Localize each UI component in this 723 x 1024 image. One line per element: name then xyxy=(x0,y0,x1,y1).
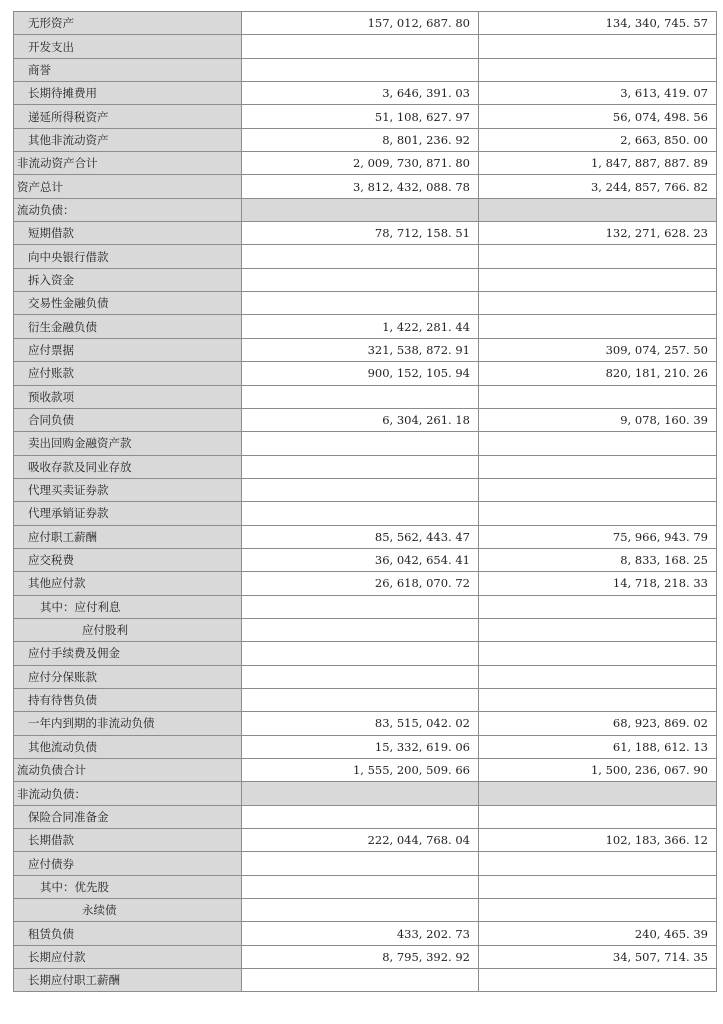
prior-period-value xyxy=(479,385,717,408)
row-label: 非流动负债： xyxy=(14,782,242,805)
table-row xyxy=(14,338,717,361)
current-period-value xyxy=(242,35,479,58)
table-row xyxy=(14,432,717,455)
current-period-value: 85, 562, 443. 47 xyxy=(242,525,479,548)
row-label: 持有待售负债 xyxy=(14,688,242,711)
prior-period-value: 3, 244, 857, 766. 82 xyxy=(479,175,717,198)
current-period-value xyxy=(242,665,479,688)
current-period-value: 26, 618, 070. 72 xyxy=(242,572,479,595)
prior-period-value xyxy=(479,852,717,875)
prior-period-value: 820, 181, 210. 26 xyxy=(479,362,717,385)
prior-period-value: 34, 507, 714. 35 xyxy=(479,945,717,968)
row-label: 短期借款 xyxy=(14,222,242,245)
current-period-value: 15, 332, 619. 06 xyxy=(242,735,479,758)
table-row xyxy=(14,12,717,35)
prior-period-value: 2, 663, 850. 00 xyxy=(479,128,717,151)
row-label: 衍生金融负债 xyxy=(14,315,242,338)
table-row xyxy=(14,759,717,782)
balance-sheet-fragment xyxy=(13,11,716,992)
prior-period-value xyxy=(479,665,717,688)
table-row xyxy=(14,712,717,735)
row-label: 长期应付款 xyxy=(14,945,242,968)
current-period-value xyxy=(242,782,479,805)
table-row xyxy=(14,875,717,898)
table-row xyxy=(14,175,717,198)
prior-period-value xyxy=(479,478,717,501)
table-row xyxy=(14,899,717,922)
row-label: 代理买卖证券款 xyxy=(14,478,242,501)
current-period-value xyxy=(242,618,479,641)
prior-period-value: 14, 718, 218. 33 xyxy=(479,572,717,595)
current-period-value xyxy=(242,292,479,315)
prior-period-value xyxy=(479,35,717,58)
table-row xyxy=(14,618,717,641)
current-period-value xyxy=(242,688,479,711)
row-label: 交易性金融负债 xyxy=(14,292,242,315)
table-row xyxy=(14,969,717,992)
current-period-value xyxy=(242,268,479,291)
row-label: 长期应付职工薪酬 xyxy=(14,969,242,992)
prior-period-value xyxy=(479,315,717,338)
prior-period-value: 309, 074, 257. 50 xyxy=(479,338,717,361)
current-period-value xyxy=(242,385,479,408)
current-period-value: 8, 801, 236. 92 xyxy=(242,128,479,151)
table-row xyxy=(14,595,717,618)
table-row xyxy=(14,665,717,688)
prior-period-value xyxy=(479,642,717,665)
row-label: 应付票据 xyxy=(14,338,242,361)
prior-period-value: 240, 465. 39 xyxy=(479,922,717,945)
table-row xyxy=(14,245,717,268)
row-label: 无形资产 xyxy=(14,12,242,35)
table-row xyxy=(14,502,717,525)
prior-period-value xyxy=(479,969,717,992)
table-row xyxy=(14,385,717,408)
row-label: 其他应付款 xyxy=(14,572,242,595)
row-label: 其中：优先股 xyxy=(14,875,242,898)
prior-period-value: 8, 833, 168. 25 xyxy=(479,548,717,571)
table-row xyxy=(14,455,717,478)
prior-period-value xyxy=(479,268,717,291)
table-row xyxy=(14,222,717,245)
current-period-value xyxy=(242,595,479,618)
row-label: 其中：应付利息 xyxy=(14,595,242,618)
row-label: 长期借款 xyxy=(14,829,242,852)
table-row xyxy=(14,548,717,571)
table-row xyxy=(14,35,717,58)
prior-period-value xyxy=(479,432,717,455)
row-label: 应付股利 xyxy=(14,618,242,641)
row-label: 开发支出 xyxy=(14,35,242,58)
prior-period-value: 1, 847, 887, 887. 89 xyxy=(479,152,717,175)
current-period-value: 222, 044, 768. 04 xyxy=(242,829,479,852)
prior-period-value xyxy=(479,805,717,828)
current-period-value: 2, 009, 730, 871. 80 xyxy=(242,152,479,175)
row-label: 流动负债： xyxy=(14,198,242,221)
current-period-value: 83, 515, 042. 02 xyxy=(242,712,479,735)
table-row xyxy=(14,525,717,548)
table-row xyxy=(14,198,717,221)
current-period-value xyxy=(242,899,479,922)
current-period-value: 433, 202. 73 xyxy=(242,922,479,945)
row-label: 应付债券 xyxy=(14,852,242,875)
current-period-value: 900, 152, 105. 94 xyxy=(242,362,479,385)
row-label: 商誉 xyxy=(14,58,242,81)
prior-period-value: 68, 923, 869. 02 xyxy=(479,712,717,735)
table-row xyxy=(14,82,717,105)
prior-period-value xyxy=(479,58,717,81)
row-label: 非流动资产合计 xyxy=(14,152,242,175)
current-period-value xyxy=(242,642,479,665)
row-label: 合同负债 xyxy=(14,408,242,431)
table-row xyxy=(14,852,717,875)
table-row xyxy=(14,128,717,151)
row-label: 应交税费 xyxy=(14,548,242,571)
prior-period-value xyxy=(479,198,717,221)
table-row xyxy=(14,152,717,175)
current-period-value xyxy=(242,502,479,525)
prior-period-value xyxy=(479,502,717,525)
row-label: 其他非流动资产 xyxy=(14,128,242,151)
row-label: 资产总计 xyxy=(14,175,242,198)
current-period-value xyxy=(242,805,479,828)
current-period-value xyxy=(242,198,479,221)
prior-period-value: 61, 188, 612. 13 xyxy=(479,735,717,758)
row-label: 应付手续费及佣金 xyxy=(14,642,242,665)
table-row xyxy=(14,478,717,501)
row-label: 一年内到期的非流动负债 xyxy=(14,712,242,735)
row-label: 应付账款 xyxy=(14,362,242,385)
current-period-value: 3, 812, 432, 088. 78 xyxy=(242,175,479,198)
row-label: 代理承销证券款 xyxy=(14,502,242,525)
current-period-value: 78, 712, 158. 51 xyxy=(242,222,479,245)
prior-period-value: 56, 074, 498. 56 xyxy=(479,105,717,128)
row-label: 递延所得税资产 xyxy=(14,105,242,128)
table-row xyxy=(14,315,717,338)
prior-period-value: 1, 500, 236, 067. 90 xyxy=(479,759,717,782)
current-period-value: 8, 795, 392. 92 xyxy=(242,945,479,968)
prior-period-value xyxy=(479,455,717,478)
table-row xyxy=(14,829,717,852)
current-period-value: 6, 304, 261. 18 xyxy=(242,408,479,431)
table-row xyxy=(14,642,717,665)
table-row xyxy=(14,572,717,595)
prior-period-value: 132, 271, 628. 23 xyxy=(479,222,717,245)
row-label: 应付分保账款 xyxy=(14,665,242,688)
row-label: 吸收存款及同业存放 xyxy=(14,455,242,478)
row-label: 拆入资金 xyxy=(14,268,242,291)
row-label: 应付职工薪酬 xyxy=(14,525,242,548)
prior-period-value: 3, 613, 419. 07 xyxy=(479,82,717,105)
table-row xyxy=(14,805,717,828)
prior-period-value xyxy=(479,875,717,898)
table-row xyxy=(14,58,717,81)
prior-period-value xyxy=(479,688,717,711)
row-label: 长期待摊费用 xyxy=(14,82,242,105)
prior-period-value xyxy=(479,292,717,315)
current-period-value: 157, 012, 687. 80 xyxy=(242,12,479,35)
row-label: 永续债 xyxy=(14,899,242,922)
row-label: 租赁负债 xyxy=(14,922,242,945)
current-period-value xyxy=(242,58,479,81)
row-label: 流动负债合计 xyxy=(14,759,242,782)
prior-period-value xyxy=(479,618,717,641)
table-row xyxy=(14,408,717,431)
table-row xyxy=(14,735,717,758)
prior-period-value xyxy=(479,899,717,922)
table-row xyxy=(14,268,717,291)
current-period-value xyxy=(242,432,479,455)
prior-period-value xyxy=(479,595,717,618)
current-period-value xyxy=(242,455,479,478)
row-label: 卖出回购金融资产款 xyxy=(14,432,242,455)
table-row xyxy=(14,292,717,315)
table-row xyxy=(14,922,717,945)
row-label: 其他流动负债 xyxy=(14,735,242,758)
current-period-value xyxy=(242,875,479,898)
table-row xyxy=(14,105,717,128)
current-period-value: 36, 042, 654. 41 xyxy=(242,548,479,571)
prior-period-value: 75, 966, 943. 79 xyxy=(479,525,717,548)
table-row xyxy=(14,362,717,385)
current-period-value xyxy=(242,478,479,501)
prior-period-value xyxy=(479,782,717,805)
current-period-value: 1, 422, 281. 44 xyxy=(242,315,479,338)
current-period-value xyxy=(242,969,479,992)
prior-period-value: 102, 183, 366. 12 xyxy=(479,829,717,852)
row-label: 向中央银行借款 xyxy=(14,245,242,268)
current-period-value xyxy=(242,852,479,875)
table-row xyxy=(14,945,717,968)
current-period-value: 321, 538, 872. 91 xyxy=(242,338,479,361)
current-period-value: 1, 555, 200, 509. 66 xyxy=(242,759,479,782)
row-label: 预收款项 xyxy=(14,385,242,408)
table-body xyxy=(14,12,717,992)
prior-period-value: 134, 340, 745. 57 xyxy=(479,12,717,35)
row-label: 保险合同准备金 xyxy=(14,805,242,828)
table-row xyxy=(14,782,717,805)
current-period-value: 51, 108, 627. 97 xyxy=(242,105,479,128)
balance-sheet-table xyxy=(13,11,717,992)
current-period-value xyxy=(242,245,479,268)
table-row xyxy=(14,688,717,711)
prior-period-value xyxy=(479,245,717,268)
current-period-value: 3, 646, 391. 03 xyxy=(242,82,479,105)
prior-period-value: 9, 078, 160. 39 xyxy=(479,408,717,431)
